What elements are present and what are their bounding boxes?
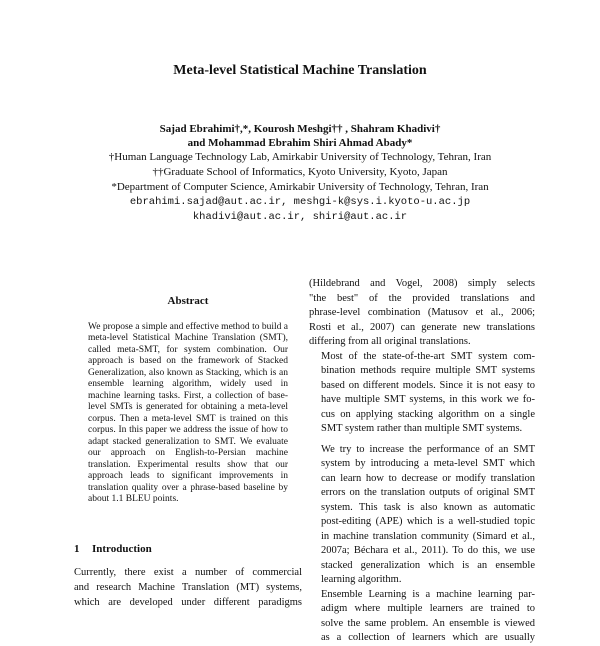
affiliation-1: †Human Language Technology Lab, Amirkabir University of Technology, Tehran, Iran (108, 151, 492, 163)
text-line: adigm where multiple learners are trained to (321, 603, 535, 614)
affiliation-block (0, 150, 600, 195)
section-title: Introduction (92, 543, 152, 555)
text-line: bination methods require multiple SMT systems (321, 365, 535, 376)
text-line: stacked generalization which is an ensemble (321, 559, 535, 571)
text-line: phrase-level combination (Matusov et al., 2006; (309, 307, 535, 318)
text-line: We try to increase the performance of an SMT (321, 443, 535, 455)
abstract-heading: Abstract (167, 295, 209, 307)
text-line: Rosti et al., 2007) can generate new translations (309, 321, 535, 333)
text-line: Most of the state-of-the-art SMT system com- (321, 350, 535, 362)
text-line: system by introducing a meta-level SMT which (321, 458, 535, 469)
text-line: learning algorithm. (321, 574, 402, 585)
text-line: as a collection of learners which are usually (321, 632, 535, 643)
section-number: 1 (74, 543, 80, 555)
text-line: can learn how to decrease or modify translation (321, 472, 535, 484)
email-block (0, 195, 600, 225)
affiliation-2: ††Graduate School of Informatics, Kyoto University, Kyoto, Japan (152, 166, 448, 178)
text-line: have multiple SMT systems, in this work we fo- (321, 394, 535, 405)
abstract-text: We propose a simple and effective method to build a meta-level Statistical Machine Translation (SMT), called meta-SMT, for system combination. Our approach is based on the framework of Stacked Generalization, also known as Stacking, which is an ensemble learning algorithm, widely used in machine learning tasks. First, a collection of base-level SMTs is generated for obtaining a meta-level corpus. Then a meta-level SMT is trained on this corpus. In this paper we address the issue of how to adapt stacked generalization to SMT. We evaluate our approach on English-to-Persian machine translation. Experimental results show that our approach leads to significant improvements in translation quality over a phrase-based baseline by about 1.1 BLEU points. (88, 321, 288, 504)
text-line: system. This task is also known as automatic (321, 501, 535, 513)
text-line: differing from all original translations. (309, 336, 471, 347)
text-line: based on different models. Since it is not easy to (321, 379, 535, 391)
email-line-1: ebrahimi.sajad@aut.ac.ir, meshgi-k@sys.i.kyoto-u.ac.jp (129, 196, 471, 208)
email-line-2: khadivi@aut.ac.ir, shiri@aut.ac.ir (192, 211, 408, 223)
right-column (309, 277, 535, 646)
text-line: 2007a; Béchara et al., 2011). To do this, we use (321, 545, 535, 556)
author-block (0, 122, 600, 150)
text-line: Ensemble Learning is a machine learning par- (321, 588, 535, 600)
introduction-heading (74, 543, 152, 555)
intro-line: Currently, there exist a number of commercial (74, 567, 302, 578)
text-line: "the best" of the provided translations and (309, 292, 535, 304)
paragraph-3 (309, 443, 535, 588)
paragraph-4 (309, 588, 535, 646)
introduction-text (74, 565, 302, 610)
abstract-section (74, 296, 302, 506)
author-line-1: Sajad Ebrahimi†,*, Kourosh Meshgi†† , Shahram Khadivi† (159, 123, 441, 135)
author-line-2: and Mohammad Ebrahim Shiri Ahmad Abady* (187, 137, 413, 149)
text-line: solve the same problem. An ensemble is viewed (321, 617, 535, 629)
paper-title: Meta-level Statistical Machine Translation (173, 63, 427, 78)
paragraph-1 (309, 277, 535, 350)
text-line: (Hildebrand and Vogel, 2008) simply selects (309, 278, 535, 289)
intro-line: which are developed under different paradigms (74, 597, 302, 608)
intro-line: and research Machine Translation (MT) systems, (74, 582, 302, 593)
text-line: post-editing (APE) which is a well-studied topic (321, 516, 535, 527)
text-line: errors on the translation outputs of original SMT (321, 487, 535, 498)
text-line: cus on applying stacking algorithm on a single (321, 408, 535, 420)
text-line: in machine translation community (Simard et al., (321, 530, 535, 542)
affiliation-3: *Department of Computer Science, Amirkabir University of Technology, Tehran, Iran (111, 181, 489, 193)
paragraph-2 (309, 350, 535, 437)
text-line: SMT system rather than multiple SMT systems. (321, 423, 523, 434)
